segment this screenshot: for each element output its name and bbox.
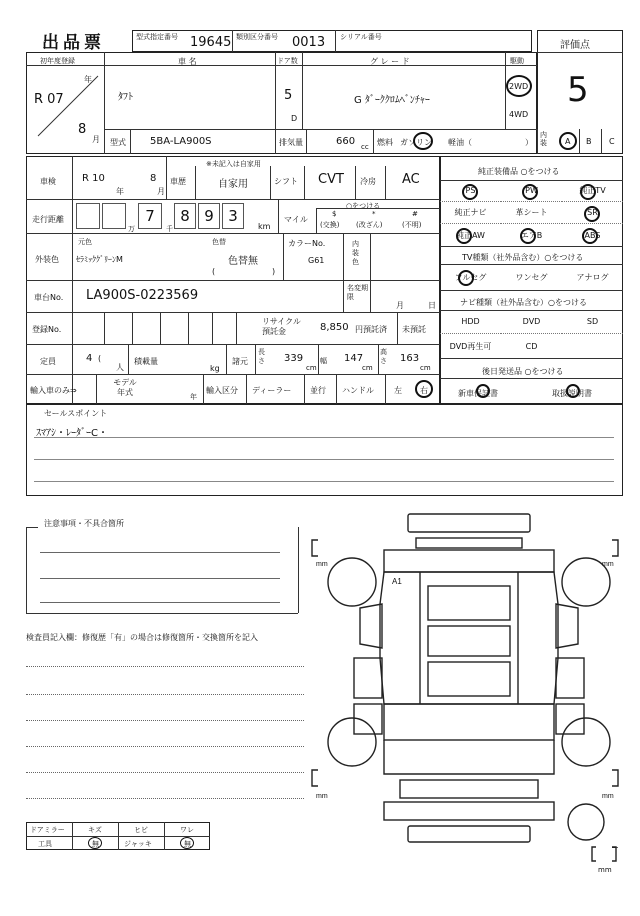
doors-value: 5 [284,88,293,103]
tv-item: フルセグ [454,272,487,282]
man-unit: 万 [128,225,135,233]
nav-title: ナビ種類（社外品含む）○をつける [460,298,587,307]
drive-4wd: 4WD [509,110,529,119]
drive-2wd: 2WD [509,82,529,91]
width-value: 147 [344,353,364,364]
tv-item: アナログ [576,272,609,282]
color-no-label: カラーNo. [288,239,326,248]
tools-scratch: キズ [88,826,102,834]
sales-label: セールスポイント [44,409,108,418]
nav-item: DVD再生可 [449,341,492,351]
title-month: 月 [396,301,404,310]
nav-item [562,334,623,358]
color-no: G61 [308,256,325,265]
handle-left: 左 [394,386,402,395]
ship-warranty: 新車保証書 [458,389,498,398]
capacity-value: 4 [86,353,93,364]
tools-jack-value: 無 [184,840,191,848]
ship-title: 後日発送品 ○をつける [482,367,564,376]
mm-label-front-left: mm [316,561,328,568]
inspector-label: 検査員記入欄：修復歴「有」の場合は修復箇所・交換箇所を記入 [26,633,258,642]
tv-item: ワンセグ [515,272,548,282]
capacity-label: 定員 [40,357,56,366]
model-year-label: モデル年式 [113,378,137,397]
tools-mirror: ドアミラー [30,826,65,834]
displacement-unit: cc [361,143,369,151]
mileage-digit: 3 [222,203,244,229]
handle-right: 右 [420,386,428,395]
type-label: 型式 [110,138,126,147]
equipment-title: 純正装備品 ○をつける [478,167,560,176]
nav-item: CD [525,341,538,351]
sen-unit: 千 [166,225,173,233]
caution-label: 注意事項・不具合箇所 [44,519,124,528]
class-value: 0013 [292,35,326,50]
dealer-option: ディーラー [252,386,292,395]
equip-item: SR [562,202,623,224]
mileage-digits [76,203,246,231]
sales-box [26,404,623,496]
mm-label-spare: mm [598,866,612,874]
doors-label: ドア数 [277,57,298,65]
grade-value: G ﾀﾞｰｸｸﾛﾑﾍﾞﾝﾁｬｰ [354,95,430,106]
height-unit: cm [420,364,431,372]
length-value: 339 [284,353,304,364]
handle-right-circle [415,380,433,398]
meter-tamper-b: (改ざん) [356,221,383,229]
nav-item: HDD [440,310,501,334]
equip-item: ABS [584,230,601,240]
ship-manual-circle [566,384,580,398]
equip-item: エアB [520,230,543,240]
meter-tamper-a: * [372,210,376,218]
serial-label: シリアル番号 [340,33,382,41]
type-value: 5BA-LA900S [150,136,212,147]
mm-label-rear-right: mm [602,793,614,800]
repaint-paren-open: ( [212,267,216,276]
mileage-digit: 8 [174,203,196,229]
nav-item: SD [562,310,623,334]
meter-note: ○をつける [346,202,381,210]
equip-airbag-circle [520,228,536,244]
equip-item: 純正ナビ [440,202,501,224]
load-label: 積載量 [134,357,158,366]
equip-tv-circle [580,184,596,200]
equip-item: 純正AW [456,230,485,240]
car-name-label: 車 名 [178,57,197,66]
tv-title: TV種類（社外品含む）○をつける [462,253,584,262]
nav-grid [440,310,623,358]
ship-manual: 取扱説明書 [552,389,592,398]
spare-bracket [590,845,620,865]
year-unit: 年 [84,75,92,84]
mile-label: マイル [284,215,308,224]
model-spec-label: 型式指定番号 [136,33,178,41]
shift-label: シフト [274,177,298,186]
tools-tools-value: 無 [92,840,99,848]
drive-2wd-circle [506,75,532,97]
repaint-value: 色替無 [228,256,258,267]
repaint-label: 色替 [212,238,226,246]
title-day: 日 [428,301,436,310]
model-spec-value: 19645 [190,35,232,50]
meter-unknown-b: (不明) [402,221,422,229]
first-reg-year: R 07 [34,92,64,107]
inspection-label: 車検 [40,177,56,186]
fuel-close: ） [525,138,533,147]
nav-item: DVD [501,310,562,334]
interior-color-label: 内装色 [352,240,359,266]
usage-note: ※未記入は自家用 [206,160,261,168]
ac-value: AC [402,172,420,187]
meter-swap-b: (交換) [320,221,340,229]
interior-a-circle [559,132,577,150]
interior-a: A [565,137,571,146]
mileage-digit [76,203,100,229]
capacity-unit: 人 [116,363,124,372]
meter-swap-a: $ [332,210,337,218]
tv-fullseg-circle [458,270,474,286]
car-diagram [300,508,630,848]
interior-label: 内装 [540,131,547,147]
fuel-gas: ガソリン [400,138,432,147]
doors-unit: D [291,114,298,123]
mm-label-rear-left: mm [316,793,328,800]
title-change-label: 名変期限 [347,284,368,301]
chassis-value: LA900S-0223569 [86,288,199,303]
orig-color-label: 元色 [78,238,92,246]
recycle-paid: 円預託済 [355,325,387,334]
recycle-unpaid: 未預託 [402,325,426,334]
mileage-digit: 9 [198,203,220,229]
fuel-gas-circle [413,132,433,150]
sales-text: ｽﾏｱｼ・ﾚｰﾀﾞｰC・ [36,428,108,439]
score-value: 5 [567,70,589,110]
mileage-digit: 7 [138,203,162,229]
equip-item: 革シート [501,202,562,224]
recycle-value: 8,850 [320,322,349,333]
usage-value: 自家用 [218,179,248,190]
month-unit: 月 [92,135,100,144]
inspection-year-unit: 年 [116,187,124,196]
equip-abs-circle [582,228,598,244]
recycle-label: リサイクル預託金 [262,317,301,336]
tools-crack: ヒビ [134,826,148,834]
fuel-label: 燃料 [377,138,393,147]
width-label: 幅 [320,357,327,365]
equip-item: PS [440,180,501,202]
shift-value: CVT [318,172,344,187]
length-label: 長さ [258,348,265,365]
equip-item: 純正TV [562,180,623,202]
inspection-month: 8 [150,173,157,184]
first-reg-month: 8 [78,122,87,137]
height-label: 高さ [380,348,387,365]
capacity-paren: ( [98,354,102,363]
reg-no-label: 登録No. [32,325,62,334]
meter-unknown-a: # [412,210,418,218]
displacement-value: 660 [336,136,356,147]
parallel-option: 並行 [310,386,326,395]
interior-b: B [586,137,592,146]
orig-color: ｾﾗﾐｯｸｸﾞﾘｰﾝM [76,255,123,264]
mileage-label: 走行距離 [32,215,64,224]
tools-tools-label: 工具 [38,840,52,848]
equip-pw-circle [522,184,538,200]
displacement-label: 排気量 [279,138,303,147]
chassis-label: 車台No. [34,293,64,302]
mm-label-front-right: mm [602,561,614,568]
inspection-era: R 10 [82,173,105,184]
page-title: 出品票 [42,33,105,53]
tools-break: ワレ [180,826,194,834]
ship-warranty-circle [476,384,490,398]
km-unit: km [258,222,271,231]
exterior-label: 外装色 [35,255,59,264]
import-label: 輸入車のみ⇒ [30,386,77,395]
import-class-label: 輸入区分 [206,386,238,395]
length-unit: cm [306,364,317,372]
class-label: 類別区分番号 [236,33,278,41]
equip-ps-circle [462,184,478,200]
equip-item: PW [501,180,562,202]
ac-label: 冷房 [360,177,376,186]
dims-label: 諸元 [232,357,248,366]
width-unit: cm [362,364,373,372]
height-value: 163 [400,353,420,364]
repaint-paren-close: ) [272,267,276,276]
tools-jack-circle [180,837,194,849]
first-reg-label: 初年度登録 [40,57,75,65]
load-unit: kg [210,364,220,373]
mileage-digit [102,203,126,229]
tools-jack-label: ジャッキ [124,840,152,848]
equip-sr-circle [584,206,600,222]
car-name: ﾀﾌﾄ [118,92,133,103]
grade-label: グ レ ー ド [370,57,410,66]
handle-label: ハンドル [342,386,374,395]
inspection-month-unit: 月 [157,187,165,196]
model-year-unit: 年 [190,393,197,401]
drive-label: 駆動 [510,57,524,65]
fuel-diesel: 軽油（ [448,138,472,147]
usage-label: 車歴 [170,177,186,186]
score-label: 評価点 [560,40,590,51]
equip-aw-circle [456,228,472,244]
interior-c: C [609,137,615,146]
diagram-mark-a1: A1 [392,577,402,586]
tools-tools-circle [88,837,102,849]
